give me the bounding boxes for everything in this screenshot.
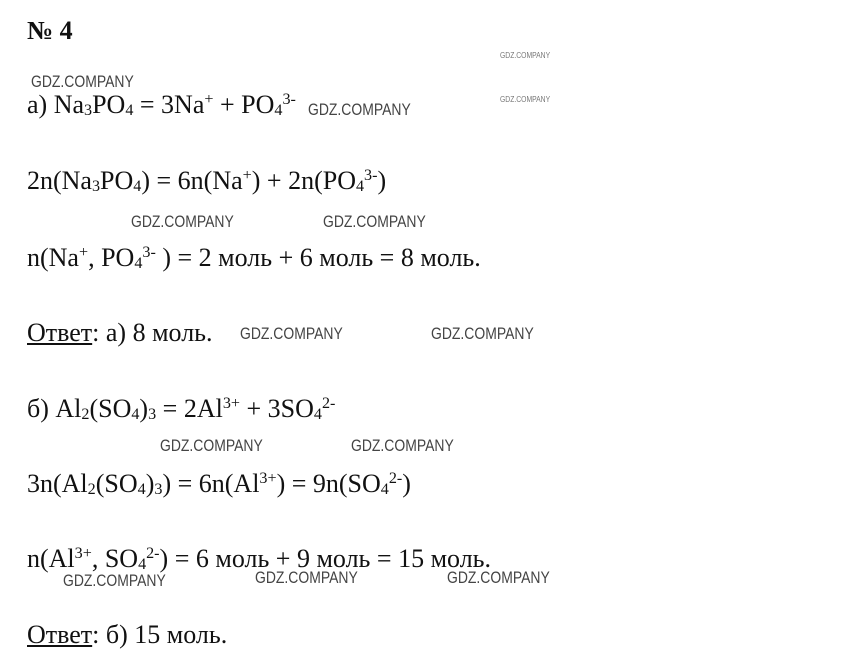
watermark: GDZ.COMPANY	[500, 95, 551, 104]
watermark: GDZ.COMPANY	[308, 100, 411, 119]
part-a-total-moles: n(Na+, $PO_4^{3-}$ ) = 2 моль + 6 моль = 8 моль.	[27, 243, 481, 272]
watermark: GDZ.COMPANY	[160, 436, 263, 455]
watermark: GDZ.COMPANY	[500, 51, 551, 60]
watermark: GDZ.COMPANY	[240, 324, 343, 343]
watermark: GDZ.COMPANY	[431, 324, 534, 343]
watermark: GDZ.COMPANY	[63, 571, 166, 590]
watermark: GDZ.COMPANY	[131, 212, 234, 231]
part-a-dissociation-equation: а) $Na_3PO_4 = 3Na^+ + PO_4^{3-}$	[27, 90, 296, 119]
part-a-mole-relation: $2n(Na_3PO_4) = 6n(Na^+) + 2n(PO_4^{3-})$	[27, 166, 387, 195]
part-b-mole-relation: $3n(Al_2(SO_4)_3) = 6n(Al^{3+}) = 9n(SO_4^{2-})$	[27, 469, 411, 498]
problem-number: № 4	[27, 16, 73, 45]
part-b-dissociation-equation: б) $Al_2(SO_4)_3 = 2Al^{3+} + 3SO_4^{2-}$	[27, 394, 336, 423]
watermark: GDZ.COMPANY	[255, 568, 358, 587]
part-b-total-moles: $n(Al^{3+}$, $SO_4^{2-}) = 6$ моль + 9 моль = 15 моль.	[27, 544, 492, 573]
part-a-answer: Ответ: а) 8 моль.	[27, 318, 213, 347]
part-b-answer: Ответ: б) 15 моль.	[27, 620, 228, 649]
watermark: GDZ.COMPANY	[447, 568, 550, 587]
answer-label: Ответ	[27, 620, 93, 649]
watermark: GDZ.COMPANY	[31, 72, 134, 91]
watermark: GDZ.COMPANY	[323, 212, 426, 231]
answer-label: Ответ	[27, 318, 93, 347]
watermark: GDZ.COMPANY	[351, 436, 454, 455]
